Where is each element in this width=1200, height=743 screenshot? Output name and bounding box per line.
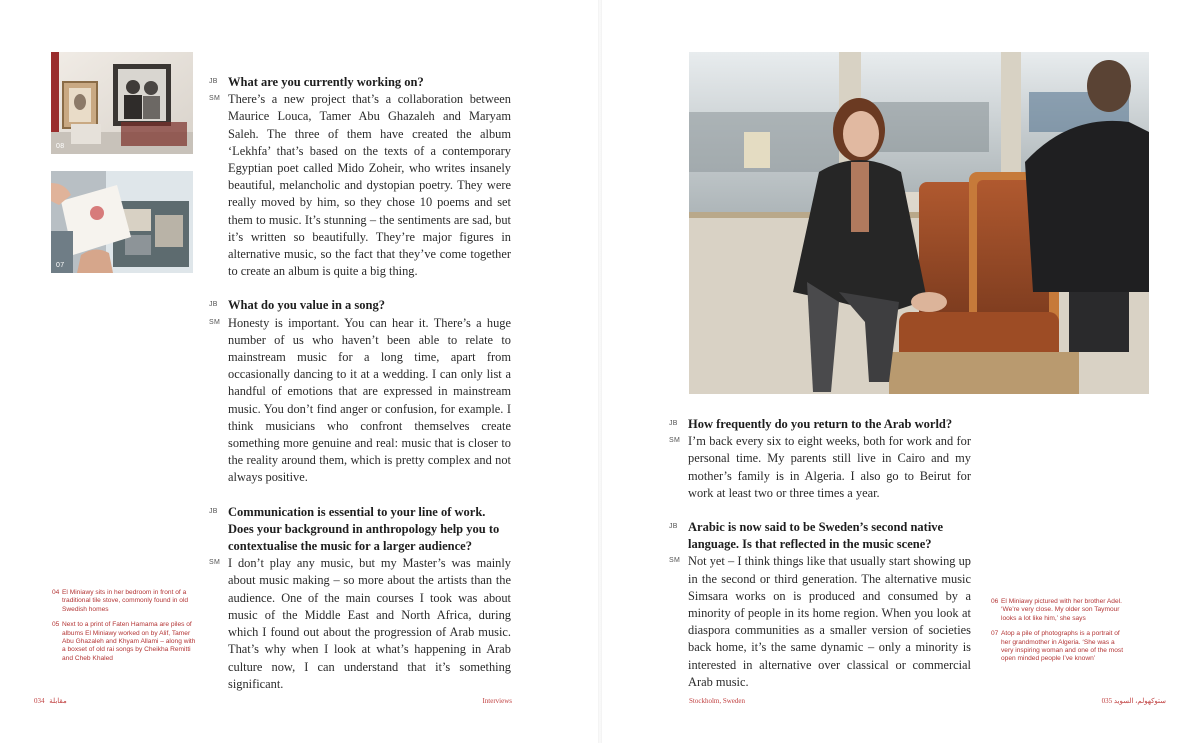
caption-text: Atop a pile of photographs is a portrait of her grandmother in Algeria. ‘She was a very inspiring woman and one of the most open minded people I’ve known’ [1001, 630, 1124, 663]
right-footer-location [689, 697, 745, 705]
speaker-initials: SM [669, 437, 681, 445]
photo-woman-on-train [689, 52, 1149, 394]
answer-row [671, 433, 971, 502]
caption-text: Next to a print of Faten Hamama are piles of albums El Miniawy worked on by Alif, Tamer Abu Ghazaleh and Khyam Allami – along with a boxset of old rai songs by Cheikha Remitti and Cheb Khaled [62, 621, 196, 662]
right-photo-captions [991, 598, 1126, 671]
interview-answer: Not yet – I think things like that usually start showing up in the second or third generation. The alternative music Simsara works on is produced and consumed by a minority of people in its home region. When you look at diaspora communities as a smaller version of societies back home, it’s the same dynamic – only a minority is interested in alternative over classical or commercial Arab music. [688, 554, 971, 689]
section-title: Interviews [482, 697, 512, 705]
interview-answer: I don’t play any music, but my Master’s was mainly about music making – so more about the artists than the audience. One of the main courses I took was about music of the Middle East and North Africa, during which I found out about the progression of Arab music. That’s why when I look at what’s happening in Arab culture now, I can understand that it’s something significant. [228, 556, 511, 691]
speaker-initials: SM [209, 559, 221, 567]
page-number: 035 [1101, 697, 1113, 705]
page-number: 034 [34, 697, 45, 705]
woman-on-train-illustration [689, 52, 1149, 394]
interview-question: What do you value in a song? [228, 298, 385, 313]
caption-number: 06 [991, 598, 999, 605]
left-interview-column [211, 74, 511, 693]
interview-answer: Honesty is important. You can hear it. There’s a huge number of us who haven’t been able to relate to mainstream music for a long time, apart from occasionally dancing to it at a wedding. I can only list a handful of emotions that are expressed in mainstream music. You don’t find anger or confusion, for example. I think musicians who confront themselves create something more genuine and real: music that is closer to the reality around them, which is pretty complex and not always positive. [228, 315, 511, 485]
footer-arabic-location: ستوكهولم، السويد [1113, 697, 1166, 705]
speaker-initials: JB [209, 507, 218, 515]
answer-row [211, 91, 511, 280]
speaker-initials: SM [209, 318, 221, 326]
caption-number: 05 [52, 621, 60, 629]
answer-row [211, 315, 511, 487]
caption-item [991, 630, 1126, 664]
question-row [211, 504, 511, 556]
photo-08-framed-portrait [51, 52, 193, 154]
interview-question: How frequently do you return to the Arab world? [688, 417, 953, 431]
right-footer-folio [1080, 697, 1166, 705]
left-footer-folio [34, 697, 67, 705]
location-text: Stockholm, Sweden [689, 697, 745, 705]
question-row [211, 74, 511, 91]
speaker-initials: JB [669, 523, 678, 531]
caption-number: 07 [991, 630, 999, 638]
caption-text: El Miniawy sits in her bedroom in front of a traditional tile stove, commonly found in old Swedish homes [62, 589, 189, 613]
answer-row [671, 553, 971, 691]
caption-text: El Miniawy pictured with her brother Adel. ‘We’re very close. My older son Taymour looks a lot like him,’ she says [1001, 598, 1122, 622]
left-photo-captions [52, 589, 197, 670]
interview-question: Arabic is now said to be Sweden’s second native language. Is that reflected in the music scene? [688, 520, 944, 552]
interview-question: Communication is essential to your line of work. Does your background in anthropology help you to contextualise the music for a larger audience? [228, 504, 500, 554]
hands-photographs-illustration [51, 171, 193, 273]
right-interview-column [671, 416, 971, 691]
interview-answer: There’s a new project that’s a collaboration between Maurice Louca, Tamer Abu Ghazaleh and Maryam Saleh. The three of them have created the album ‘Lekhfa’ that’s based on the texts of a contemporary Egyptian poet called Mido Zoheir, who writes insanely beautiful, melancholic and dystopian poetry. They were really moved by him, so they chose 10 poems and set them to music. It’s stunning – the sentiments are sad, but it’s written so beautifully. They’re major figures in alternative music, so the fact that they’ve come together to create an album is quite a big thing. [228, 92, 511, 279]
speaker-initials: JB [669, 420, 678, 427]
photo-number: 08 [56, 143, 65, 150]
framed-portrait-illustration [51, 52, 193, 154]
footer-arabic-section: مقابلة [49, 697, 67, 705]
caption-item [52, 589, 197, 614]
caption-number: 04 [52, 589, 60, 596]
interview-question: What are you currently working on? [228, 75, 424, 89]
speaker-initials: SM [209, 95, 221, 103]
answer-row [211, 555, 511, 693]
photo-07-hands-photographs [51, 171, 193, 273]
question-row [211, 297, 511, 314]
speaker-initials: JB [209, 78, 218, 85]
interview-answer: I’m back every six to eight weeks, both for work and for personal time. My parents still live in Cairo and my mother’s family is in Algeria. I also go to Beirut for work at least two or three times a year. [688, 434, 971, 500]
photo-number: 07 [56, 262, 65, 269]
speaker-initials: SM [669, 557, 681, 565]
question-row [671, 519, 971, 553]
caption-item [991, 598, 1126, 623]
right-page [600, 0, 1200, 743]
left-footer-section [460, 697, 512, 705]
speaker-initials: JB [209, 301, 218, 309]
question-row [671, 416, 971, 433]
caption-item [52, 621, 197, 663]
